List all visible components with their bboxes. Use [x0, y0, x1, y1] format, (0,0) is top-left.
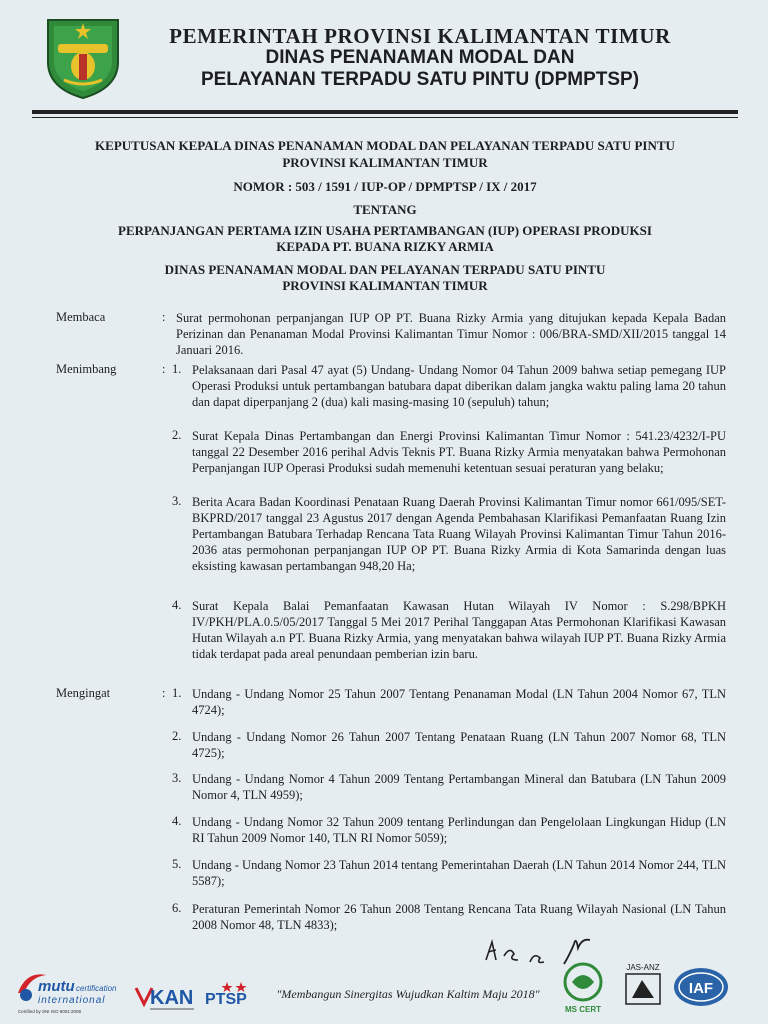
letterhead-rule-thin — [32, 117, 738, 118]
decree-subject-line1: PERPANJANGAN PERTAMA IZIN USAHA PERTAMBANGAN (IUP) OPERASI PRODUKSI — [118, 223, 652, 238]
tentang-label: TENTANG — [353, 202, 417, 217]
menimbang-num-3: 3. — [172, 494, 182, 508]
decree-title-line2: PROVINSI KALIMANTAN TIMUR — [282, 155, 488, 170]
provincial-emblem-icon — [44, 14, 122, 100]
mengingat-num-4: 4. — [172, 814, 182, 828]
ptsp-text: PTSP — [205, 991, 247, 1008]
kan-text: KAN — [150, 987, 194, 1009]
mutu-certification-logo — [12, 965, 132, 1015]
ms-cert-logo — [558, 960, 608, 1018]
mengingat-num-3: 3. — [172, 771, 182, 785]
mengingat-item-3: Undang - Undang Nomor 4 Tahun 2009 Tentang Pertambangan Mineral dan Batubara (LN Tahun 2009 Nomor 4, TLN 4959); — [192, 772, 726, 802]
mengingat-colon: : — [162, 686, 166, 700]
membaca-colon: : — [162, 310, 166, 324]
mengingat-item-4: Undang - Undang Nomor 32 Tahun 2009 tentang Perlindungan dan Pengelolaan Lingkungan Hidup (LN RI Tahun 2009 Nomor 140, TLN RI Nomor 5059); — [192, 815, 726, 845]
menimbang-item-1: Pelaksanaan dari Pasal 47 ayat (5) Undang- Undang Nomor 04 Tahun 2009 bahwa setiap pemegang IUP Operasi Produksi untuk pertambangan batubara dapat diberikan dalam jangka waktu paling lama 20 tahun dan dapat diperpanjang 2 (dua) kali masing-masing 10 (sepuluh) tahun; — [192, 363, 726, 409]
mengingat-num-6: 6. — [172, 901, 182, 915]
mutu-intl-text: international — [38, 995, 106, 1006]
menimbang-item-3: Berita Acara Badan Koordinasi Penataan Ruang Daerah Provinsi Kalimantan Timur nomor 661/095/SET-BKPRD/2017 tanggal 23 Agustus 2017 dengan Agenda Pembahasan Klarifikasi Pemanfaatan Ruang Izin Pertambangan Batubara Terhadap Rencana Tata Ruang Wilayah Provinsi Kalimantan Timur Tahun 2016-2036 atas permohonan perpanjangan IUP OP PT. Buana Rizky Armia di Kota Samarinda dengan luas eksisting kawasan pertambangan 948,20 Ha; — [192, 495, 726, 573]
mengingat-num-5: 5. — [172, 857, 182, 871]
decree-title-line1: KEPUTUSAN KEPALA DINAS PENANAMAN MODAL DAN PELAYANAN TERPADU SATU PINTU — [95, 138, 675, 153]
letterhead-rule — [32, 110, 738, 114]
mengingat-item-6: Peraturan Pemerintah Nomor 26 Tahun 2008 Tentang Rencana Tata Ruang Wilayah Nasional (LN Tahun 2008 Nomor 48, TLN 4833); — [192, 902, 726, 932]
letterhead-agency-line2: PELAYANAN TERPADU SATU PINTU (DPMPTSP) — [200, 69, 640, 90]
mutu-brand-text: mutu — [38, 978, 75, 995]
menimbang-item-4: Surat Kepala Balai Pemanfaatan Kawasan Hutan Wilayah IV Nomor : S.298/BPKH IV/PKH/PLA.0.5/05/2017 Tanggal 5 Mei 2017 Perihal Tanggapan Atas Permohonan Klarifikasi Kawasan Hutan Wilayah a.n PT. Buana Rizky Armia, yang menyatakan bahwa wilayah IUP PT. Buana Rizky Armia tidak terdapat pada areal penundaan pemberian izin baru. — [192, 599, 726, 661]
decree-number: NOMOR : 503 / 1591 / IUP-OP / DPMPTSP / IX / 2017 — [233, 179, 537, 194]
menimbang-num-2: 2. — [172, 428, 182, 442]
ms-cert-text: MS CERT — [565, 1005, 601, 1014]
jas-anz-text: JAS-ANZ — [626, 963, 660, 972]
mutu-note-text: Certified by SNI ISO 9001:2008 — [18, 1009, 82, 1014]
mutu-cert-text: certification — [76, 984, 117, 993]
menimbang-num-1: 1. — [172, 362, 182, 376]
iaf-logo — [672, 966, 730, 1008]
membaca-label: Membaca — [56, 310, 106, 324]
menimbang-num-4: 4. — [172, 598, 182, 612]
issuer-line1: DINAS PENANAMAN MODAL DAN PELAYANAN TERPADU SATU PINTU — [164, 262, 606, 277]
menimbang-label: Menimbang — [56, 362, 117, 376]
jas-anz-logo — [620, 960, 666, 1018]
membaca-text: Surat permohonan perpanjangan IUP OP PT. Buana Rizky Armia yang ditujukan kepada Kepala Badan Perizinan dan Penanaman Modal Provinsi Kalimantan Timur Nomor : 006/BRA-SMD/XII/2015 tanggal 14 Januari 2016. — [176, 311, 726, 357]
footer-tagline: "Membangun Sinergitas Wujudkan Kaltim Maju 2018" — [276, 987, 540, 1001]
mengingat-num-2: 2. — [172, 729, 182, 743]
mengingat-item-5: Undang - Undang Nomor 23 Tahun 2014 tentang Pemerintahan Daerah (LN Tahun 2014 Nomor 244, TLN 5587); — [192, 858, 726, 888]
decree-subject-line2: KEPADA PT. BUANA RIZKY ARMIA — [276, 239, 494, 254]
kan-logo — [134, 978, 200, 1014]
mengingat-label: Mengingat — [56, 686, 111, 700]
letterhead-agency-line1: DINAS PENANAMAN MODAL DAN — [265, 47, 575, 68]
menimbang-item-2: Surat Kepala Dinas Pertambangan dan Energi Provinsi Kalimantan Timur Nomor : 541.23/4232/I-PU tanggal 22 Desember 2016 perihal Advis Teknis PT. Buana Rizky Armia menyatakan bahwa Permohonan Perpanjangan IUP Operasi Produksi sudah memenuhi ketentuan sesuai peraturan yang belaku; — [192, 429, 726, 475]
iaf-text: IAF — [688, 980, 714, 997]
mengingat-item-2: Undang - Undang Nomor 26 Tahun 2007 Tentang Penataan Ruang (LN Tahun 2007 Nomor 68, TLN 4725); — [192, 730, 726, 760]
ptsp-logo — [203, 978, 253, 1014]
letterhead-government: PEMERINTAH PROVINSI KALIMANTAN TIMUR — [169, 24, 671, 48]
menimbang-colon: : — [162, 362, 166, 376]
mengingat-num-1: 1. — [172, 686, 182, 700]
mengingat-item-1: Undang - Undang Nomor 25 Tahun 2007 Tentang Penanaman Modal (LN Tahun 2004 Nomor 67, TLN 4724); — [192, 687, 726, 717]
issuer-line2: PROVINSI KALIMANTAN TIMUR — [282, 278, 488, 293]
